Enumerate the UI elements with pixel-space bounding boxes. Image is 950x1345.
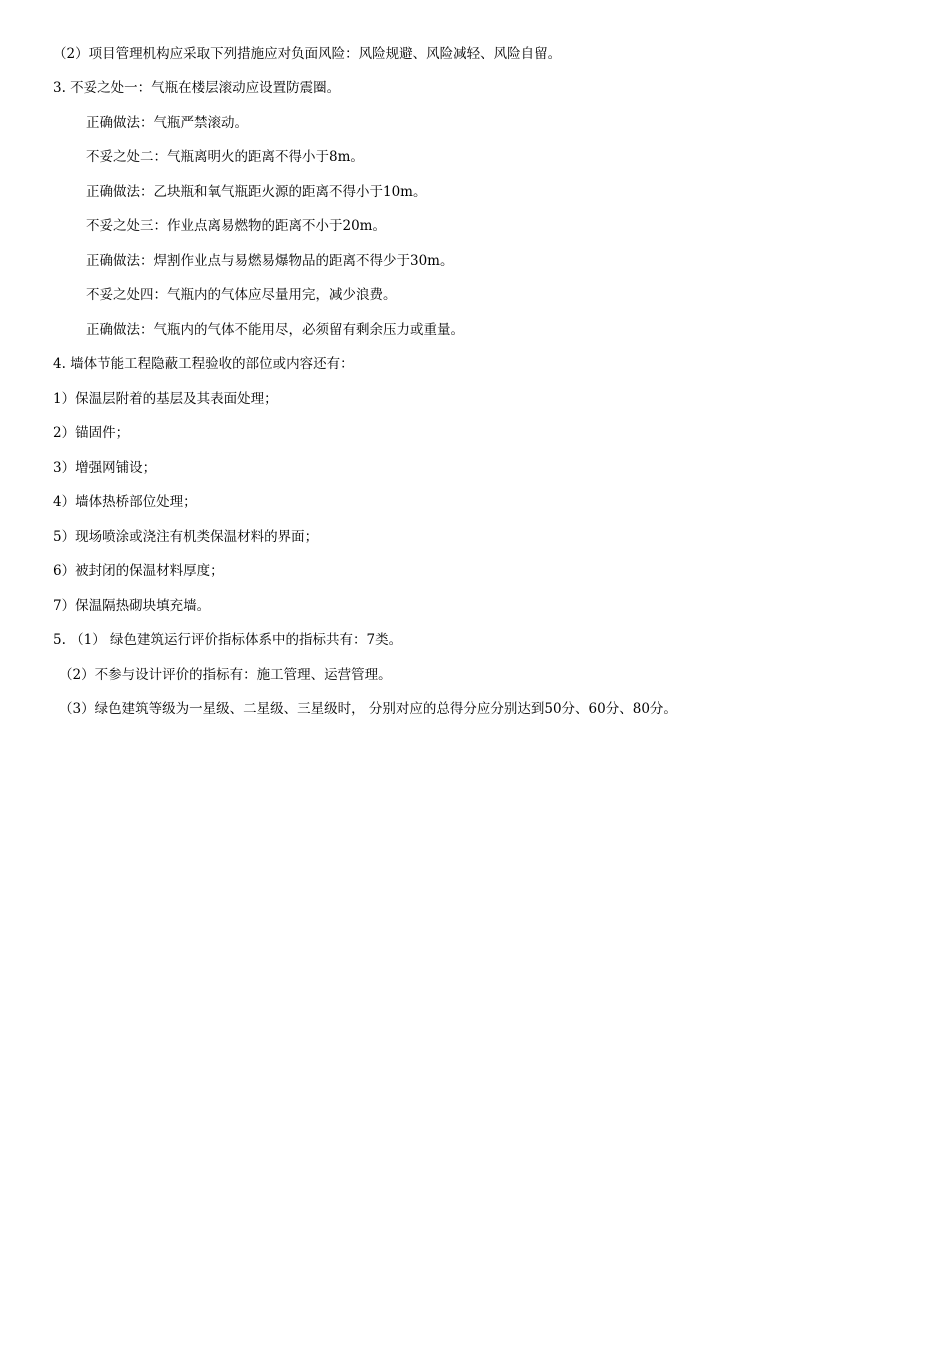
text-line: 6）被封闭的保温材料厚度； bbox=[53, 563, 224, 579]
text-line: 不妥之处二：气瓶离明火的距离不得小于8m。 bbox=[86, 149, 364, 165]
text-line: 1）保温层附着的基层及其表面处理； bbox=[53, 391, 278, 407]
text-line: 不妥之处四：气瓶内的气体应尽量用完，减少浪费。 bbox=[86, 287, 397, 303]
text-line: 正确做法：气瓶内的气体不能用尽，必须留有剩余压力或重量。 bbox=[86, 322, 464, 338]
text-line: （2）项目管理机构应采取下列措施应对负面风险：风险规避、风险减轻、风险自留。 bbox=[53, 46, 562, 62]
text-line: （3）绿色建筑等级为一星级、二星级、三星级时， 分别对应的总得分应分别达到50分、60分、80分。 bbox=[59, 701, 677, 717]
text-line: 5）现场喷涂或浇注有机类保温材料的界面； bbox=[53, 529, 319, 545]
text-line: 正确做法：焊割作业点与易燃易爆物品的距离不得少于30m。 bbox=[86, 253, 454, 269]
text-line: 4）墙体热桥部位处理； bbox=[53, 494, 197, 510]
text-line: 不妥之处三：作业点离易燃物的距离不小于20m。 bbox=[86, 218, 386, 234]
text-line: 正确做法：气瓶严禁滚动。 bbox=[86, 115, 248, 131]
text-line: 3. 不妥之处一：气瓶在楼层滚动应设置防震圈。 bbox=[53, 80, 341, 96]
text-line: 3）增强网铺设； bbox=[53, 460, 157, 476]
text-line: 2）锚固件； bbox=[53, 425, 130, 441]
text-line: 正确做法：乙块瓶和氧气瓶距火源的距离不得小于10m。 bbox=[86, 184, 427, 200]
text-line: 4. 墙体节能工程隐蔽工程验收的部位或内容还有： bbox=[53, 356, 354, 372]
text-line: 7）保温隔热砌块填充墙。 bbox=[53, 598, 211, 614]
text-line: （2）不参与设计评价的指标有：施工管理、运营管理。 bbox=[59, 667, 392, 683]
text-line: 5. （1） 绿色建筑运行评价指标体系中的指标共有：7类。 bbox=[53, 632, 403, 648]
